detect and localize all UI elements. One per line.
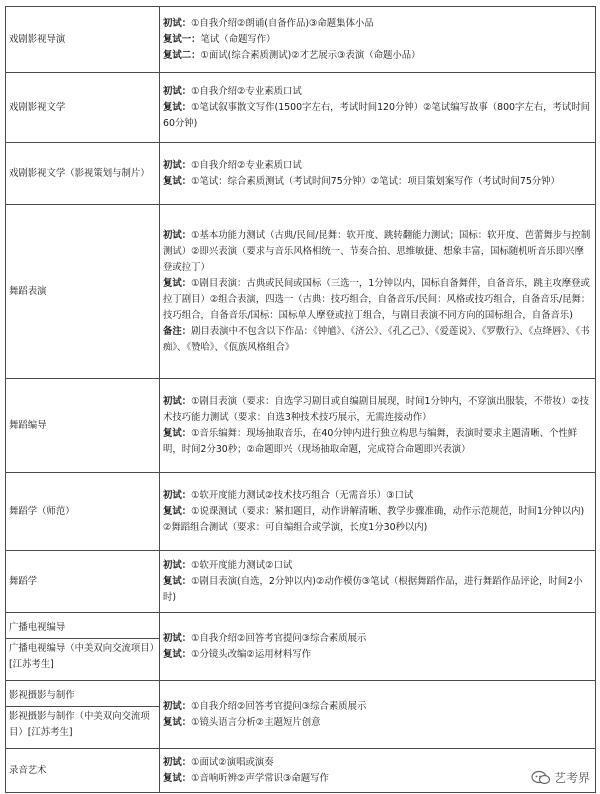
major-name-exchange: 影视摄影与制作（中美双向交流项目）[江苏考生] xyxy=(9,711,150,738)
stage-label: 复试： xyxy=(163,427,192,439)
table-row xyxy=(6,749,596,793)
stage-text: ①面试②演唱或演奏 xyxy=(191,756,274,768)
table-row xyxy=(6,681,596,749)
chat-bubble-icon xyxy=(531,770,551,786)
requirement-line xyxy=(163,574,592,606)
stage-label: 复试： xyxy=(163,505,192,517)
requirement-line xyxy=(163,631,592,647)
requirement-line xyxy=(163,715,592,731)
table-row xyxy=(6,143,596,205)
table-row xyxy=(6,379,596,473)
stage-label: 初试： xyxy=(163,700,192,712)
stage-label: 复试二： xyxy=(163,49,201,61)
table-row xyxy=(6,613,596,681)
stage-text: ①自我介绍②回答考官提问③综合素质展示 xyxy=(191,632,367,644)
requirements-cell xyxy=(160,613,596,681)
stage-label: 初试： xyxy=(163,559,192,571)
stage-label: 复试： xyxy=(163,575,192,587)
stage-label: 初试： xyxy=(163,756,192,768)
stage-text: ①软开度能力测试②口试 xyxy=(191,559,293,571)
major-name: 舞蹈学 xyxy=(6,551,160,613)
major-name: 舞蹈学（师范） xyxy=(6,473,160,551)
requirements-cell xyxy=(160,73,596,143)
requirement-line xyxy=(163,48,592,64)
stage-text: ①剧目表演(自选，2分钟以内)②动作模仿③笔试（根据舞蹈作品，进行舞蹈作品评论，时间2小时) xyxy=(163,575,583,603)
stage-text: 笔试（命题写作） xyxy=(200,33,276,45)
stage-label: 复试： xyxy=(163,648,192,660)
stage-label: 初试： xyxy=(163,632,192,644)
table-row xyxy=(6,551,596,613)
requirement-line xyxy=(163,32,592,48)
watermark-text: 艺考界 xyxy=(553,771,590,785)
stage-text: ①说课测试（要求：紧扣题目，动作讲解清晰、教学步骤准确，动作示范规范，时间1分钟以内)②舞蹈组合测试（要求：可自编组合或学演，长度1分30秒以内) xyxy=(163,505,585,533)
major-name: 影视摄影与制作 xyxy=(6,686,159,707)
stage-label: 复试一： xyxy=(163,33,201,45)
stage-text: ①自我介绍②回答考官提问③综合素质展示 xyxy=(191,700,367,712)
requirement-line xyxy=(163,771,592,787)
requirement-line xyxy=(163,558,592,574)
stage-label: 复试： xyxy=(163,277,192,289)
major-name: 舞蹈表演 xyxy=(6,205,160,379)
stage-text: ①基本功能力测试（古典/民间/昆舞：软开度、跳转翻能力测试；国标：软开度、芭蕾舞步与控制测试）②即兴表演（要求与音乐风格相统一、节奏合拍、思维敏捷、想象丰富，国标随机听音乐即兴摩登或拉丁） xyxy=(163,229,591,273)
stage-label: 初试： xyxy=(163,159,192,171)
requirement-line xyxy=(163,488,592,504)
stage-label: 复试： xyxy=(163,716,192,728)
requirement-line xyxy=(163,174,592,190)
requirement-line xyxy=(163,647,592,663)
requirements-cell xyxy=(160,681,596,749)
requirement-line xyxy=(163,426,592,458)
requirements-cell xyxy=(160,205,596,379)
stage-label: 初试： xyxy=(163,489,192,501)
stage-text: ①笔试叙事散文写作(1500字左右，考试时间120分钟）②笔试编写故事（800字左右，考试时间60分钟) xyxy=(163,101,591,129)
requirement-line xyxy=(163,16,592,32)
stage-label: 初试： xyxy=(163,17,192,29)
stage-text: 剧目表演中不包含以下作品：《钟馗》、《济公》、《孔乙己》、《爱莲说》、《罗敷行》、《点绛唇》、《书痴》、《赞哈》、《佤族风格组合》 xyxy=(163,325,590,353)
stage-label: 备注： xyxy=(163,325,192,337)
stage-text: ①面试(综合素质测试)②才艺展示③表演（命题小品） xyxy=(200,49,421,61)
watermark xyxy=(531,769,590,786)
requirements-cell xyxy=(160,473,596,551)
stage-text: ①剧目表演：古典或民间或国标（三选一，1分钟以内，国标自备舞伴，自备音乐，跳主攻摩登或拉丁剧目）②组合表演，四选一（古典：技巧组合，自备音乐/民间：风格或技巧组合，自备音乐/昆舞：技巧组合，自备音乐/国标：国标单人摩登或拉丁组合，与剧目表演不同方向的国标组合，自备音乐) xyxy=(163,277,591,321)
stage-text: ①软开度能力测试②技术技巧组合（无需音乐）③口试 xyxy=(191,489,414,501)
table-row xyxy=(6,73,596,143)
major-name: 戏剧影视导演 xyxy=(6,7,160,73)
stage-text: ①镜头语言分析②主题短片创意 xyxy=(191,716,321,728)
requirement-line xyxy=(163,504,592,536)
stage-text: ①音响听辨②声学常识③命题写作 xyxy=(191,772,329,784)
table-row xyxy=(6,205,596,379)
stage-label: 复试： xyxy=(163,175,192,187)
requirement-line xyxy=(163,84,592,100)
stage-label: 初试： xyxy=(163,395,192,407)
requirements-cell xyxy=(160,143,596,205)
requirement-line xyxy=(163,324,592,356)
stage-text: ①笔试：综合素质测试（考试时间75分钟）②笔试：项目策划案写作（考试时间75分钟） xyxy=(191,175,560,187)
requirement-line xyxy=(163,699,592,715)
stage-label: 复试： xyxy=(163,772,192,784)
stage-text: ①自我介绍②专业素质口试 xyxy=(191,85,302,97)
requirements-cell xyxy=(160,551,596,613)
major-name-exchange: 广播电视编导（中美双向交流项目）[江苏考生] xyxy=(9,643,155,670)
stage-text: ①自我介绍②专业素质口试 xyxy=(191,159,302,171)
table-row xyxy=(6,7,596,73)
requirement-line xyxy=(163,755,592,771)
requirement-line xyxy=(163,100,592,132)
requirement-line xyxy=(163,394,592,426)
major-name: 舞蹈编导 xyxy=(6,379,160,473)
requirement-line xyxy=(163,158,592,174)
major-name: 广播电视编导 xyxy=(6,618,159,639)
major-name: 戏剧影视文学 xyxy=(6,73,160,143)
stage-text: ①分镜头改编②运用材料写作 xyxy=(191,648,312,660)
requirement-line xyxy=(163,276,592,324)
table-row xyxy=(6,473,596,551)
major-name-group xyxy=(6,613,160,681)
major-name: 戏剧影视文学（影视策划与制片） xyxy=(6,143,160,205)
stage-label: 复试： xyxy=(163,101,192,113)
stage-text: ①剧目表演（要求：自选学习剧目或自编剧目展现，时间1分钟内，不穿演出服装，不带妆）②技术技巧能力测试（要求：自选3种技术技巧展示，无需连接动作） xyxy=(163,395,589,423)
requirement-line xyxy=(163,228,592,276)
requirements-cell xyxy=(160,379,596,473)
major-name-group xyxy=(6,681,160,749)
stage-label: 初试： xyxy=(163,85,192,97)
exam-requirements-table xyxy=(5,6,596,793)
stage-text: ①自我介绍②朗诵(自备作品)③命题集体小品 xyxy=(191,17,374,29)
stage-label: 初试： xyxy=(163,229,192,241)
requirements-cell xyxy=(160,7,596,73)
stage-text: ①音乐编舞：现场抽取音乐，在40分钟内进行独立构思与编舞，表演时要求主题清晰、个性鲜明，时间2分30秒；②命题即兴（现场抽取命题，完成符合命题即兴表演） xyxy=(163,427,578,455)
major-name: 录音艺术 xyxy=(6,749,160,793)
